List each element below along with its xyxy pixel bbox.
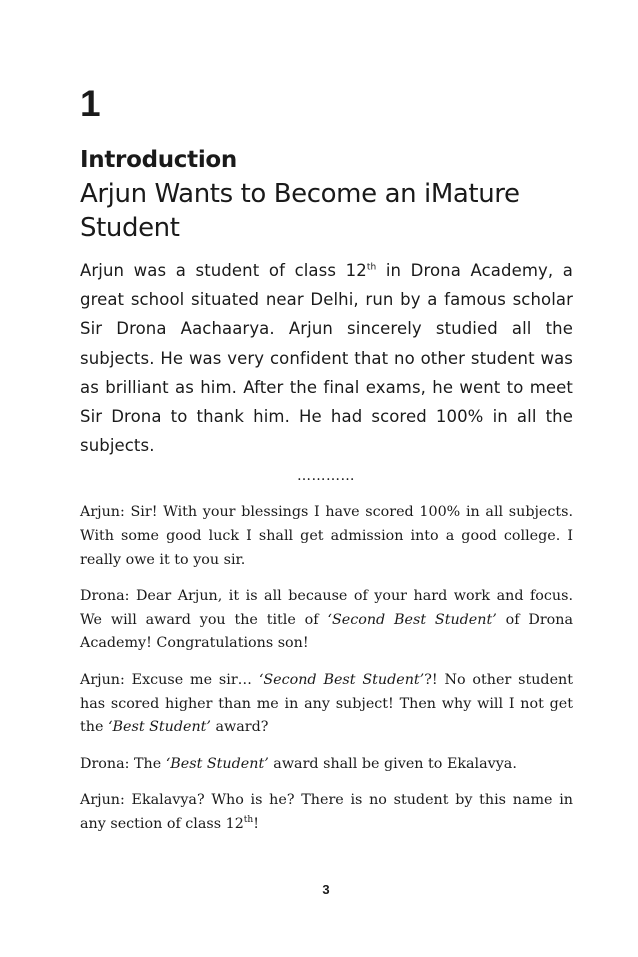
dialogue-emphasis: ‘Second Best Student’ (258, 671, 425, 688)
dialogue-emphasis: ‘Best Student’ (165, 755, 269, 772)
dialogue-drona-2 (80, 753, 573, 777)
dialogue-text: Arjun: Ekalavya? Who is he? There is no student by this name in any section of class 12 (80, 791, 573, 832)
intro-text-start: Arjun was a student of class 12 (80, 261, 367, 280)
chapter-title: Introduction (80, 147, 237, 173)
chapter-number: 1 (80, 83, 101, 124)
intro-paragraph (80, 256, 573, 460)
superscript-th: th (366, 262, 377, 273)
dialogue-arjun-2 (80, 669, 573, 740)
dialogue-text: award? (210, 719, 269, 736)
dialogue-emphasis: ‘Second Best Student’ (327, 611, 497, 628)
dialogue-text: Drona: Dear Arjun, it is all because of your hard work and focus. We will award you the title of (80, 587, 573, 628)
dialogue-text: ! (253, 815, 259, 832)
superscript-th: th (243, 815, 254, 825)
dialogue-section (80, 501, 573, 849)
dialogue-drona-1 (80, 585, 573, 656)
chapter-heading (80, 143, 560, 245)
dialogue-arjun-1: Arjun: Sir! With your blessings I have scored 100% in all subjects. With some good luck I shall get admission into a good college. I really owe it to you sir. (80, 504, 573, 568)
dialogue-text: Drona: The (80, 755, 166, 772)
dialogue-text: of Drona Academy! Congratulations son! (80, 611, 573, 652)
dialogue-text: Arjun: Excuse me sir… (80, 671, 259, 688)
dialogue-emphasis: ‘Best Student’ (107, 719, 211, 736)
intro-text-rest: in Drona Academy, a great school situated near Delhi, run by a famous scholar Sir Drona Aachaarya. Arjun sincerely studied all the subjects. He was very confident that no other student was as brilliant as him. After the final exams, he went to meet Sir Drona to thank him. He had scored 100% in all the subjects. (80, 261, 574, 456)
dialogue-arjun-3 (80, 789, 573, 837)
dialogue-text: award shall be given to Ekalavya. (268, 755, 517, 772)
section-separator: ………… (297, 468, 355, 484)
chapter-subtitle-line-1: Arjun Wants to Become an iMature (80, 179, 520, 209)
chapter-subtitle-line-2: Student (80, 213, 180, 243)
dialogue-text: ?! No other student has scored higher than me in any subject! Then why will I not get the (80, 671, 573, 736)
page-number: 3 (322, 882, 330, 897)
